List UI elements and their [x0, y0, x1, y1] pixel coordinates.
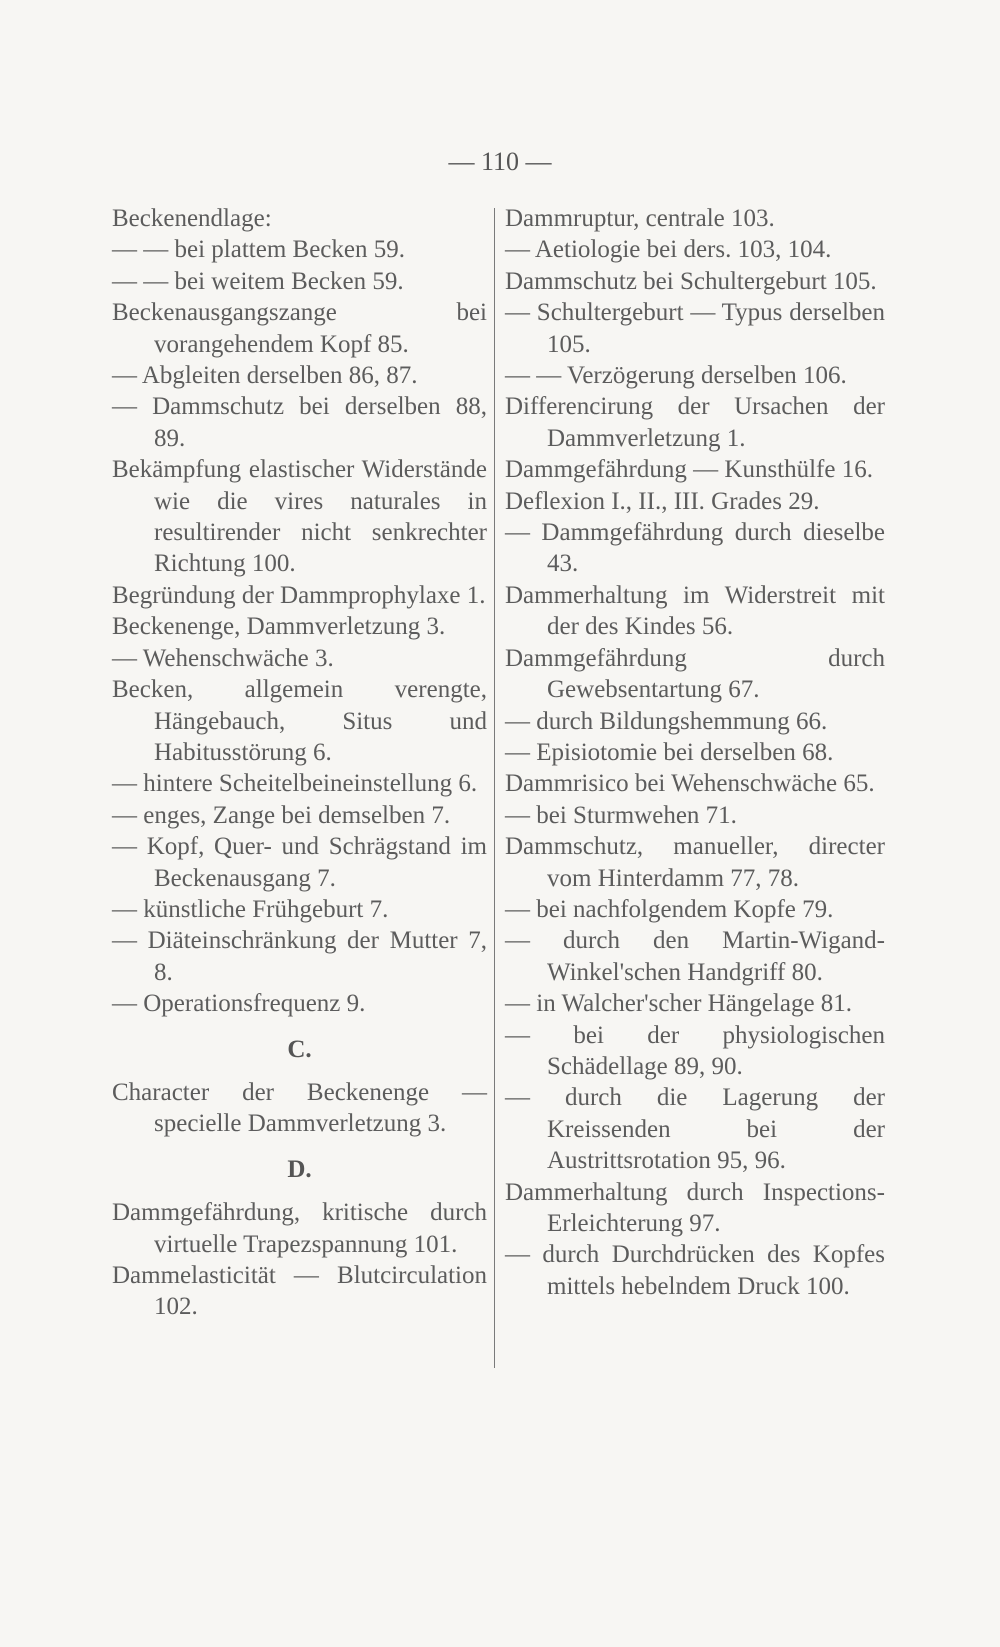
section-letter: D. [287, 1155, 312, 1183]
index-entry: — durch den Martin-Wigand-Winkel'schen Handgriff 80. [505, 927, 885, 986]
index-entry: Bekämpfung elastischer Widerstände wie die vires naturales in resultirender nicht senkrechter Richtung 100. [112, 456, 487, 578]
index-column-left [112, 203, 487, 1323]
index-entry: Dammerhaltung im Widerstreit mit der des Kindes 56. [505, 581, 885, 641]
index-entry: — hintere Scheitelbeineinstellung 6. [112, 770, 478, 798]
index-entry: Dammrisico bei Wehenschwäche 65. [505, 770, 875, 798]
column-divider [494, 208, 495, 1368]
index-entry: — bei nachfolgendem Kopfe 79. [505, 895, 834, 923]
index-entry: — — Verzögerung derselben 106. [505, 362, 847, 390]
index-entry: Dammruptur, centrale 103. [505, 205, 775, 232]
index-entry: — Aetiologie bei ders. 103, 104. [505, 236, 832, 264]
index-entry: Character der Beckenenge — specielle Dammverletzung 3. [112, 1078, 487, 1138]
index-entry: Becken, allgemein verengte, Hängebauch, Situs und Habitusstörung 6. [112, 676, 487, 766]
index-entry: — Dammgefährdung durch dieselbe 43. [505, 519, 885, 578]
index-entry: Differencirung der Ursachen der Dammverletzung 1. [505, 393, 885, 452]
index-entry: — enges, Zange bei demselben 7. [112, 801, 451, 829]
index-entry: — bei der physiologischen Schädellage 89, 90. [505, 1021, 885, 1080]
index-entry: Dammgefährdung durch Gewebsentartung 67. [505, 644, 885, 704]
index-entry: — Schultergeburt — Typus derselben 105. [505, 299, 885, 358]
index-entry: — bei Sturmwehen 71. [505, 801, 737, 829]
index-entry: Dammerhaltung durch Inspections-Erleichterung 97. [505, 1178, 885, 1237]
index-entry: Deflexion I., II., III. Grades 29. [505, 487, 820, 515]
index-entry: Beckenausgangszange bei vorangehendem Kopf 85. [112, 299, 487, 358]
index-entry: — Kopf, Quer- und Schrägstand im Beckenausgang 7. [112, 833, 487, 892]
index-entry: — durch die Lagerung der Kreissenden bei der Austrittsrotation 95, 96. [505, 1084, 885, 1175]
index-entry: — in Walcher'scher Hängelage 81. [505, 990, 853, 1018]
index-entry: Begründung der Dammprophylaxe 1. [112, 581, 486, 609]
index-entry: — Operationsfrequenz 9. [112, 990, 366, 1018]
index-column-right [505, 203, 885, 1302]
index-entry: — durch Durchdrücken des Kopfes mittels hebelndem Druck 100. [505, 1241, 885, 1300]
index-entry: Dammelasticität — Blutcirculation 102. [112, 1262, 487, 1321]
section-letter: C. [287, 1035, 312, 1063]
index-entry: — Episiotomie bei derselben 68. [505, 738, 834, 766]
index-entry: — Dammschutz bei derselben 88, 89. [112, 393, 487, 452]
index-entry: — durch Bildungshemmung 66. [505, 707, 828, 735]
index-entry: — künstliche Frühgeburt 7. [112, 895, 389, 923]
index-entry: Dammgefährdung — Kunsthülfe 16. [505, 456, 873, 484]
page-number: — 110 — [448, 147, 552, 176]
index-entry: Beckenenge, Dammverletzung 3. [112, 613, 446, 641]
index-entry: — — bei plattem Becken 59. [112, 236, 405, 264]
index-entry: — Diäteinschränkung der Mutter 7, 8. [112, 927, 487, 986]
index-entry: Beckenendlage: [112, 205, 272, 232]
index-entry: Dammschutz bei Schultergeburt 105. [505, 267, 877, 295]
index-entry: Dammgefährdung, kritische durch virtuelle Trapezspannung 101. [112, 1199, 487, 1258]
index-entry: — Abgleiten derselben 86, 87. [112, 362, 418, 390]
index-entry: Dammschutz, manueller, directer vom Hinterdamm 77, 78. [505, 833, 885, 892]
index-entry: — — bei weitem Becken 59. [112, 267, 404, 295]
index-entry: — Wehenschwäche 3. [112, 644, 334, 672]
